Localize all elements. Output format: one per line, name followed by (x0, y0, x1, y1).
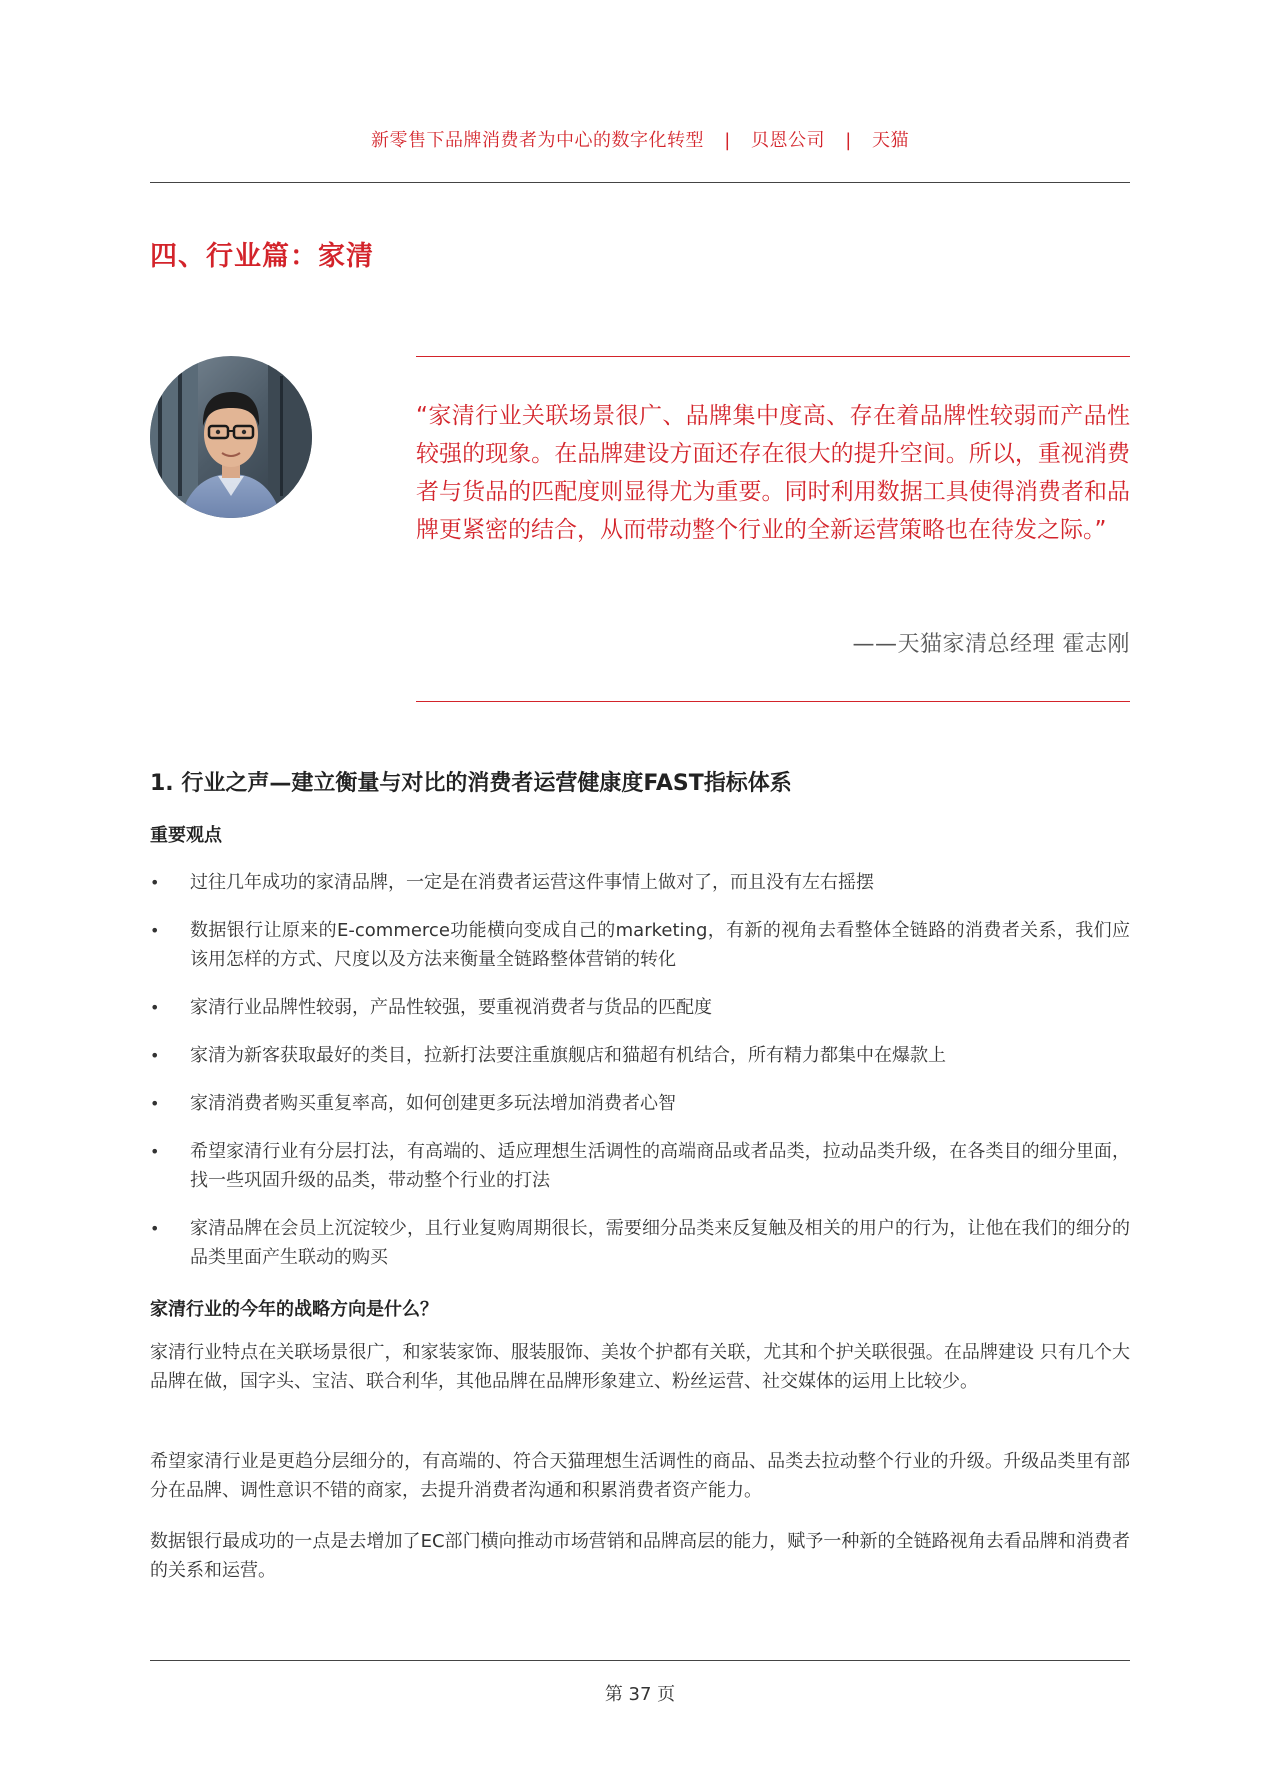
strategy-question-heading: 家清行业的今年的战略方向是什么？ (150, 1299, 438, 1320)
header-partner: 天猫 (872, 130, 910, 151)
header-report-title: 新零售下品牌消费者为中心的数字化转型 (370, 130, 704, 151)
bullet-icon: • (150, 921, 160, 940)
list-item-text: 家清消费者购买重复率高，如何创建更多玩法增加消费者心智 (190, 1093, 676, 1114)
header-company: 贝恩公司 (751, 130, 825, 151)
bullet-icon: • (150, 1046, 160, 1065)
bullet-icon: • (150, 873, 160, 892)
list-item (150, 916, 1130, 974)
list-item-text: 数据银行让原来的E-commerce功能横向变成自己的marketing，有新的视角去看整体全链路的消费者关系，我们应该用怎样的方式、尺度以及方法来衡量全链路整体营销的转化 (190, 920, 1130, 970)
quote-text: “家清行业关联场景很广、品牌集中度高、存在着品牌性较弱而产品性较强的现象。在品牌建设方面还存在很大的提升空间。所以，重视消费者与货品的匹配度则显得尤为重要。同时利用数据工具使得消费者和品牌更紧密的结合，从而带动整个行业的全新运营策略也在待发之际。” (416, 403, 1130, 543)
list-item (150, 1041, 1130, 1070)
list-item (150, 1137, 1130, 1195)
speaker-portrait (150, 356, 312, 518)
quote-attribution: ——天猫家清总经理 霍志刚 (852, 632, 1130, 657)
footer-divider (150, 1660, 1130, 1661)
bullet-icon: • (150, 1219, 160, 1238)
list-item-text: 家清品牌在会员上沉淀较少，且行业复购周期很长，需要细分品类来反复触及相关的用户的行为，让他在我们的细分的品类里面产生联动的购买 (190, 1218, 1130, 1268)
bullet-icon: • (150, 1094, 160, 1113)
portrait-illustration (150, 356, 312, 518)
body-paragraph: 数据银行最成功的一点是去增加了EC部门横向推动市场营销和品牌高层的能力，赋予一种新的全链路视角去看品牌和消费者的关系和运营。 (150, 1531, 1130, 1581)
quote-divider-top (416, 356, 1130, 357)
running-header (150, 126, 1130, 152)
subsection-title: 1. 行业之声—建立衡量与对比的消费者运营健康度FAST指标体系 (150, 771, 792, 796)
bullet-icon: • (150, 1142, 160, 1161)
bullet-icon: • (150, 998, 160, 1017)
header-separator: | (724, 130, 731, 151)
key-points-heading: 重要观点 (150, 825, 222, 846)
list-item-text: 家清行业品牌性较弱，产品性较强，要重视消费者与货品的匹配度 (190, 997, 712, 1018)
page-number: 第 37 页 (604, 1684, 676, 1705)
list-item (150, 993, 1130, 1022)
list-item-text: 过往几年成功的家清品牌，一定是在消费者运营这件事情上做对了，而且没有左右摇摆 (190, 872, 874, 893)
body-paragraph: 家清行业特点在关联场景很广，和家装家饰、服装服饰、美妆个护都有关联，尤其和个护关联很强。在品牌建设 只有几个大品牌在做，国字头、宝洁、联合利华，其他品牌在品牌形象建立、粉丝运营、社交媒体的运用上比较少。 (150, 1342, 1130, 1392)
list-item-text: 希望家清行业有分层打法，有高端的、适应理想生活调性的高端商品或者品类，拉动品类升级，在各类目的细分里面，找一些巩固升级的品类，带动整个行业的打法 (190, 1141, 1130, 1191)
header-separator: | (845, 130, 852, 151)
key-points-list (150, 868, 1130, 1291)
section-title: 四、行业篇：家清 (150, 241, 374, 272)
header-divider (150, 182, 1130, 183)
list-item (150, 868, 1130, 897)
list-item (150, 1089, 1130, 1118)
quote-divider-bottom (416, 701, 1130, 702)
list-item-text: 家清为新客获取最好的类目，拉新打法要注重旗舰店和猫超有机结合，所有精力都集中在爆款上 (190, 1045, 946, 1066)
list-item (150, 1214, 1130, 1272)
body-paragraph: 希望家清行业是更趋分层细分的，有高端的、符合天猫理想生活调性的商品、品类去拉动整个行业的升级。升级品类里有部分在品牌、调性意识不错的商家，去提升消费者沟通和积累消费者资产能力。 (150, 1451, 1130, 1501)
